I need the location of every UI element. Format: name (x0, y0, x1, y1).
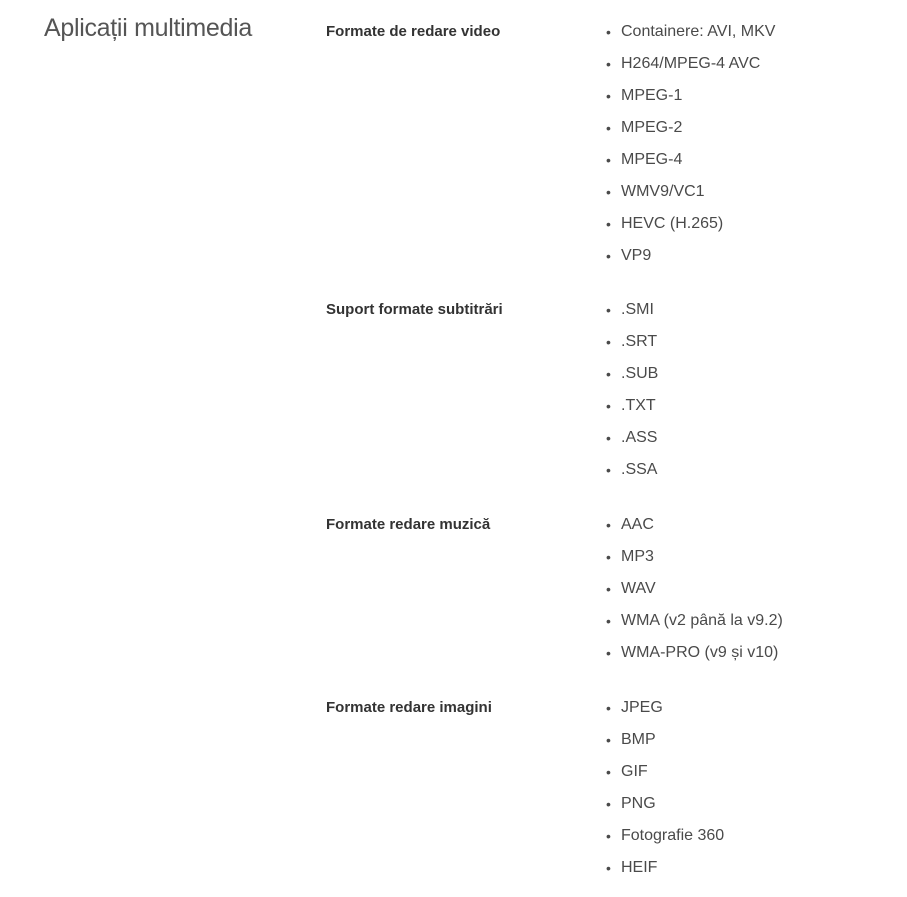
bullet-icon: • (606, 152, 611, 168)
bullet-icon: • (606, 302, 611, 318)
spec-value-item: • BMP (606, 731, 656, 748)
spec-value-item: • WMA (v2 până la v9.2) (606, 612, 783, 629)
bullet-icon: • (606, 398, 611, 414)
bullet-icon: • (606, 700, 611, 716)
spec-value-item: • MPEG-4 (606, 151, 683, 168)
bullet-icon: • (606, 184, 611, 200)
spec-value-item: • MPEG-1 (606, 87, 683, 104)
spec-value-item: • VP9 (606, 247, 652, 264)
spec-value-item: • HEIF (606, 859, 658, 876)
spec-value-item: • WAV (606, 580, 656, 597)
spec-value-item: • JPEG (606, 699, 663, 716)
bullet-icon: • (606, 517, 611, 533)
spec-value-item: • .ASS (606, 429, 658, 446)
bullet-icon: • (606, 645, 611, 661)
bullet-icon: • (606, 24, 611, 40)
spec-value-item: • .SSA (606, 461, 658, 478)
bullet-icon: • (606, 248, 611, 264)
spec-value-item: • WMV9/VC1 (606, 183, 705, 200)
bullet-icon: • (606, 216, 611, 232)
spec-value-item: • MPEG-2 (606, 119, 683, 136)
spec-value-item: • MP3 (606, 548, 654, 565)
bullet-icon: • (606, 120, 611, 136)
bullet-icon: • (606, 860, 611, 876)
spec-value-item: • Containere: AVI, MKV (606, 23, 776, 40)
bullet-icon: • (606, 828, 611, 844)
spec-label: Formate redare imagini (326, 699, 492, 716)
bullet-icon: • (606, 549, 611, 565)
spec-value-item: • Fotografie 360 (606, 827, 725, 844)
spec-value-item: • .TXT (606, 397, 656, 414)
spec-value-item: • PNG (606, 795, 656, 812)
bullet-icon: • (606, 764, 611, 780)
spec-label: Formate redare muzică (326, 516, 491, 533)
spec-value-item: • .SMI (606, 301, 654, 318)
bullet-icon: • (606, 56, 611, 72)
spec-value-item: • .SUB (606, 365, 659, 382)
bullet-icon: • (606, 88, 611, 104)
section-title: Aplicații multimedia (44, 14, 252, 42)
bullet-icon: • (606, 462, 611, 478)
spec-value-item: • H264/MPEG-4 AVC (606, 55, 761, 72)
bullet-icon: • (606, 732, 611, 748)
spec-value-item: • HEVC (H.265) (606, 215, 724, 232)
spec-value-item: • AAC (606, 516, 654, 533)
bullet-icon: • (606, 581, 611, 597)
bullet-icon: • (606, 334, 611, 350)
spec-value-list (606, 300, 658, 492)
spec-value-list (606, 698, 724, 890)
bullet-icon: • (606, 366, 611, 382)
bullet-icon: • (606, 613, 611, 629)
spec-value-list (606, 515, 783, 675)
spec-label: Formate de redare video (326, 23, 501, 40)
spec-value-item: • GIF (606, 763, 648, 780)
spec-value-list (606, 22, 775, 278)
spec-label: Suport formate subtitrări (326, 301, 503, 318)
spec-value-item: • .SRT (606, 333, 658, 350)
bullet-icon: • (606, 796, 611, 812)
bullet-icon: • (606, 430, 611, 446)
spec-value-item: • WMA-PRO (v9 și v10) (606, 644, 779, 661)
